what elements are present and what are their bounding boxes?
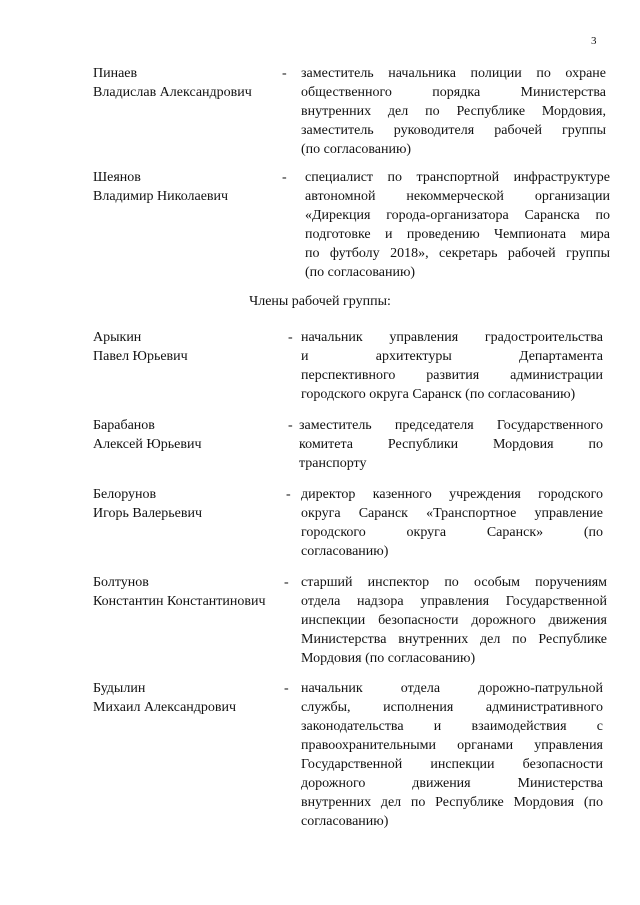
role-line: комитета Республики Мордовия по xyxy=(299,437,603,452)
role-line: округа Саранск «Транспортное управление xyxy=(301,506,603,521)
member-surname: Барабанов xyxy=(93,418,155,433)
separator-dash: - xyxy=(282,170,287,185)
member-given-names: Владимир Николаевич xyxy=(93,189,229,204)
member-name xyxy=(93,64,252,102)
member-given-names: Владислав Александрович xyxy=(93,85,252,100)
member-surname: Шеянов xyxy=(93,170,141,185)
separator-dash: - xyxy=(284,681,289,696)
member-name xyxy=(93,485,202,523)
member-surname: Белорунов xyxy=(93,487,157,502)
member-role xyxy=(301,679,603,831)
role-line: специалист по транспортной инфраструктуре xyxy=(305,170,610,185)
role-line: заместитель председателя Государственного xyxy=(299,418,603,433)
role-line: подготовке и проведению Чемпионата мира xyxy=(305,227,610,242)
member-given-names: Константин Константинович xyxy=(93,594,266,609)
role-line: правоохранительными органами управления xyxy=(301,738,603,753)
role-line: начальник отдела дорожно-патрульной xyxy=(301,681,603,696)
role-line: Мордовия (по согласованию) xyxy=(301,651,476,666)
role-line: перспективного развития администрации xyxy=(301,368,603,383)
separator-dash: - xyxy=(288,330,293,345)
member-given-names: Михаил Александрович xyxy=(93,700,237,715)
role-line: общественного порядка Министерства xyxy=(301,85,606,100)
member-given-names: Павел Юрьевич xyxy=(93,349,188,364)
role-line: заместитель начальника полиции по охране xyxy=(301,66,606,81)
separator-dash: - xyxy=(284,575,289,590)
member-role xyxy=(301,485,603,561)
member-given-names: Игорь Валерьевич xyxy=(93,506,203,521)
member-surname: Пинаев xyxy=(93,66,138,81)
member-name xyxy=(93,328,188,366)
role-line: (по согласованию) xyxy=(305,265,416,280)
role-line: Министерства внутренних дел по Республике xyxy=(301,632,607,647)
role-line: согласованию) xyxy=(301,544,389,559)
role-line: старший инспектор по особым поручениям xyxy=(301,575,607,590)
member-name xyxy=(93,416,202,454)
role-line: городского округа Саранск» (по xyxy=(301,525,603,540)
role-line: Государственной инспекции безопасности xyxy=(301,757,603,772)
role-line: транспорту xyxy=(299,456,367,471)
member-name xyxy=(93,168,228,206)
member-surname: Арыкин xyxy=(93,330,142,345)
member-role xyxy=(301,573,607,668)
role-line: внутренних дел по Республике Мордовия, xyxy=(301,104,606,119)
role-line: по футболу 2018», секретарь рабочей группы xyxy=(305,246,610,261)
separator-dash: - xyxy=(282,66,287,81)
member-given-names: Алексей Юрьевич xyxy=(93,437,202,452)
role-line: службы, исполнения административного xyxy=(301,700,603,715)
role-line: автономной некоммерческой организации xyxy=(305,189,610,204)
member-name xyxy=(93,573,266,611)
role-line: внутренних дел по Республике Мордовия (по xyxy=(301,795,603,810)
member-role xyxy=(301,64,606,159)
role-line: «Дирекция города-организатора Саранска по xyxy=(305,208,610,223)
separator-dash: - xyxy=(288,418,293,433)
role-line: и архитектуры Департамента xyxy=(301,349,603,364)
role-line: инспекции безопасности дорожного движения xyxy=(301,613,607,628)
role-line: заместитель руководителя рабочей группы xyxy=(301,123,606,138)
role-line: дорожного движения Министерства xyxy=(301,776,603,791)
role-line: согласованию) xyxy=(301,814,389,829)
section-heading: Члены рабочей группы: xyxy=(249,294,391,309)
member-name xyxy=(93,679,236,717)
member-surname: Болтунов xyxy=(93,575,149,590)
member-role xyxy=(299,416,603,473)
page-number: 3 xyxy=(591,35,597,47)
member-role xyxy=(305,168,610,282)
member-surname: Будылин xyxy=(93,681,146,696)
separator-dash: - xyxy=(286,487,291,502)
role-line: городского округа Саранск (по согласованию) xyxy=(301,387,576,402)
role-line: законодательства и взаимодействия с xyxy=(301,719,603,734)
role-line: директор казенного учреждения городского xyxy=(301,487,603,502)
role-line: отдела надзора управления Государственной xyxy=(301,594,607,609)
member-role xyxy=(301,328,603,404)
role-line: (по согласованию) xyxy=(301,142,412,157)
role-line: начальник управления градостроительства xyxy=(301,330,603,345)
